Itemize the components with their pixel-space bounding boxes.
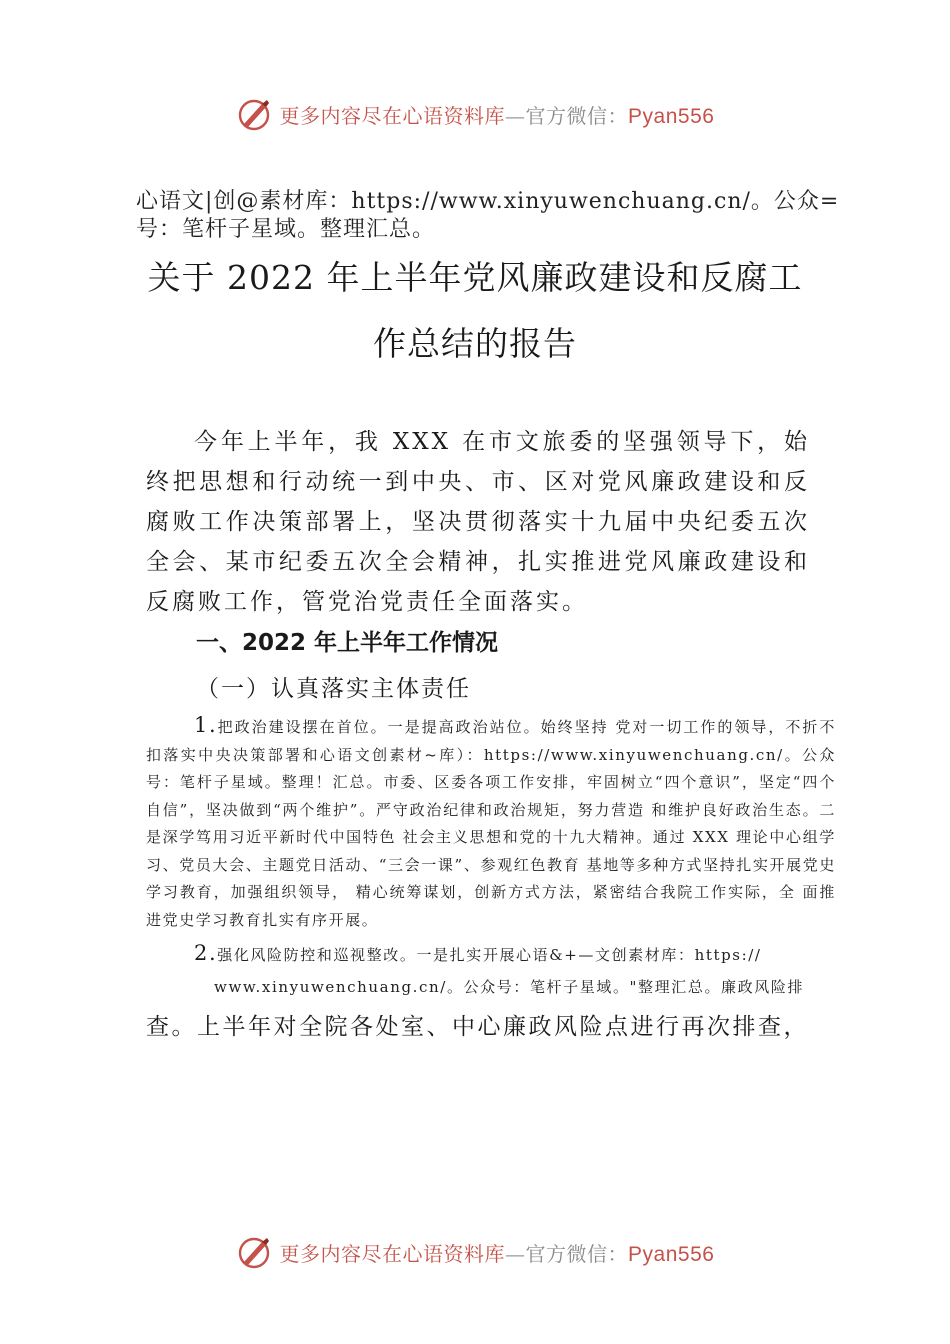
banner-account: Pyan556 [628,1242,715,1266]
banner-text [280,100,715,129]
continuation-line: 查。上半年对全院各处室、中心廉政风险点进行再次排查， [146,1014,809,1040]
item-1-number: 1. [194,713,218,737]
item-2-line2: www.xinyuwenchuang.cn/。公众号：笔杆子星域。"整理汇总。廉政风险排 [214,978,805,996]
pen-seal-logo-icon [236,1234,272,1270]
banner-dash: — [505,1241,526,1266]
banner-label: 官方微信： [525,1241,629,1266]
item-1-text: 把政治建设摆在首位。一是提高政治站位。始终坚持 党对一切工作的领导，不折不扣落实中央决策部署和心语文创素材~库）：https://www.xinyuwenchuang.cn/。公众号：笔杆子星域。整理！汇总。市委、区委各项工作安排，牢固树立“四个意识”，坚定“四个自信”，坚决做到“两个维护”。严守政治纪律和政治规矩，努力营造 和维护良好政治生态。二是深学笃用习近平新时代中国特色 社会主义思想和党的十九大精神。通过 XXX 理论中心组学习、党员大会、主题党日活动、“三会一课”、参观红色教育 基地等多种方式坚持扎实开展党史学习教育，加强组织领导， 精心统筹谋划，创新方式方法，紧密结合我院工作实际，全 面推进党史学习教育扎实有序开展。 [146,718,836,929]
document-title-line1: 关于 2022 年上半年党风廉政建设和反腐工 [147,258,803,297]
intro-paragraph: 今年上半年，我 XXX 在市文旅委的坚强领导下，始终把思想和行动统一到中央、市、区对党风廉政建设和反腐败工作决策部署上，坚决贯彻落实十九届中央纪委五次全会、某市纪委五次全会精神，扎实推进党风廉政建设和反腐败工作，管党治党责任全面落实。 [146,429,810,615]
item-2-line1 [194,940,834,970]
banner-account: Pyan556 [628,104,715,128]
banner-brand: 更多内容尽在心语资料库 [279,1241,506,1266]
pen-seal-logo-icon [236,96,272,132]
banner-label: 官方微信： [525,103,629,128]
source-note: 心语文|创@素材库：https://www.xinyuwenchuang.cn/。公众=号：笔杆子星域。整理汇总。 [136,189,840,242]
banner-brand: 更多内容尽在心语资料库 [279,103,506,128]
section-heading-1: 一、2022 年上半年工作情况 [196,630,499,656]
banner-dash: — [505,103,526,128]
footer-watermark-banner [0,1232,950,1272]
document-title-line2: 作总结的报告 [373,324,577,363]
item-1-paragraph [146,712,836,934]
item-2-text-line1: 强化风险防控和巡视整改。一是扎实开展心语&+—文创素材库：https:// [217,946,762,964]
item-2-number: 2. [194,941,218,965]
header-watermark-banner [0,94,950,134]
subsection-heading-1: （一）认真落实主体责任 [196,676,471,702]
banner-text [280,1238,715,1267]
